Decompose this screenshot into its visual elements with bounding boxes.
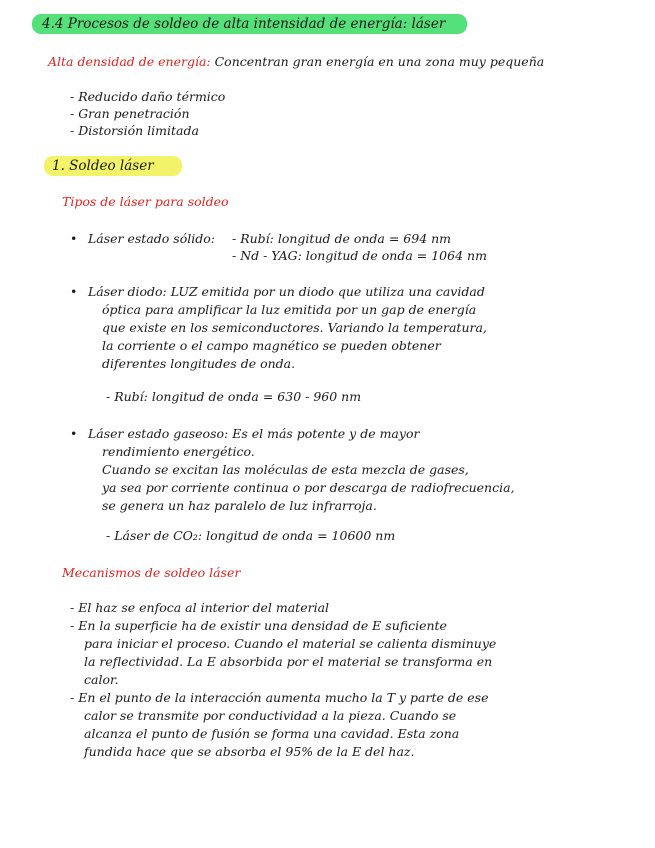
intro-point: - Distorsión limitada: [70, 123, 199, 138]
gas-line: Láser estado gaseoso: Es el más potente y de mayor: [87, 426, 420, 441]
diode-line: la corriente o el campo magnético se pueden obtener: [102, 338, 441, 353]
mechanism-line: calor se transmite por conductividad a la pieza. Cuando se: [84, 708, 457, 723]
intro-point: - Gran penetración: [70, 106, 190, 121]
mechanism-line: la reflectividad. La E absorbida por el material se transforma en: [84, 654, 493, 669]
mechanism-line: alcanza el punto de fusión se forma una cavidad. Esta zona: [84, 726, 460, 741]
diode-line: diferentes longitudes de onda.: [102, 356, 296, 371]
bullet-icon: •: [70, 284, 78, 299]
mechanism-line: calor.: [84, 672, 119, 687]
bullet-icon: •: [70, 426, 78, 441]
intro-definition: Concentran gran energía en una zona muy pequeña: [214, 54, 545, 69]
mechanism-line: para iniciar el proceso. Cuando el material se calienta disminuye: [84, 636, 497, 651]
page-title: 4.4 Procesos de soldeo de alta intensidad de energía: láser: [32, 14, 467, 34]
diode-line: óptica para amplificar la luz emitida por un gap de energía: [102, 302, 477, 317]
gas-line: se genera un haz paralelo de luz infrarroja.: [102, 498, 377, 513]
mechanism-line: - En el punto de la interacción aumenta mucho la T y parte de ese: [70, 690, 489, 705]
gas-item: - Láser de CO₂: longitud de onda = 10600 nm: [106, 528, 396, 543]
diode-line: Láser diodo: LUZ emitida por un diodo que utiliza una cavidad: [87, 284, 485, 299]
mechanisms-heading: Mecanismos de soldeo láser: [62, 565, 241, 580]
intro-point: - Reducido daño térmico: [70, 89, 226, 104]
intro-term: Alta densidad de energía:: [48, 54, 211, 69]
gas-line: Cuando se excitan las moléculas de esta mezcla de gases,: [102, 462, 469, 477]
mechanism-line: - El haz se enfoca al interior del material: [70, 600, 330, 615]
mechanism-line: - En la superficie ha de existir una densidad de E suficiente: [70, 618, 447, 633]
solid-item: - Rubí: longitud de onda = 694 nm: [232, 231, 452, 246]
mechanism-line: fundida hace que se absorba el 95% de la E del haz.: [84, 744, 415, 759]
gas-line: ya sea por corriente continua o por descarga de radiofrecuencia,: [102, 480, 515, 495]
solid-label: Láser estado sólido:: [87, 231, 215, 246]
gas-line: rendimiento energético.: [102, 444, 255, 459]
diode-line: que existe en los semiconductores. Variando la temperatura,: [102, 320, 487, 335]
bullet-icon: •: [70, 231, 78, 246]
diode-item: - Rubí: longitud de onda = 630 - 960 nm: [106, 389, 362, 404]
section-heading: 1. Soldeo láser: [44, 156, 182, 176]
solid-item: - Nd - YAG: longitud de onda = 1064 nm: [232, 248, 487, 263]
types-heading: Tipos de láser para soldeo: [62, 194, 229, 209]
